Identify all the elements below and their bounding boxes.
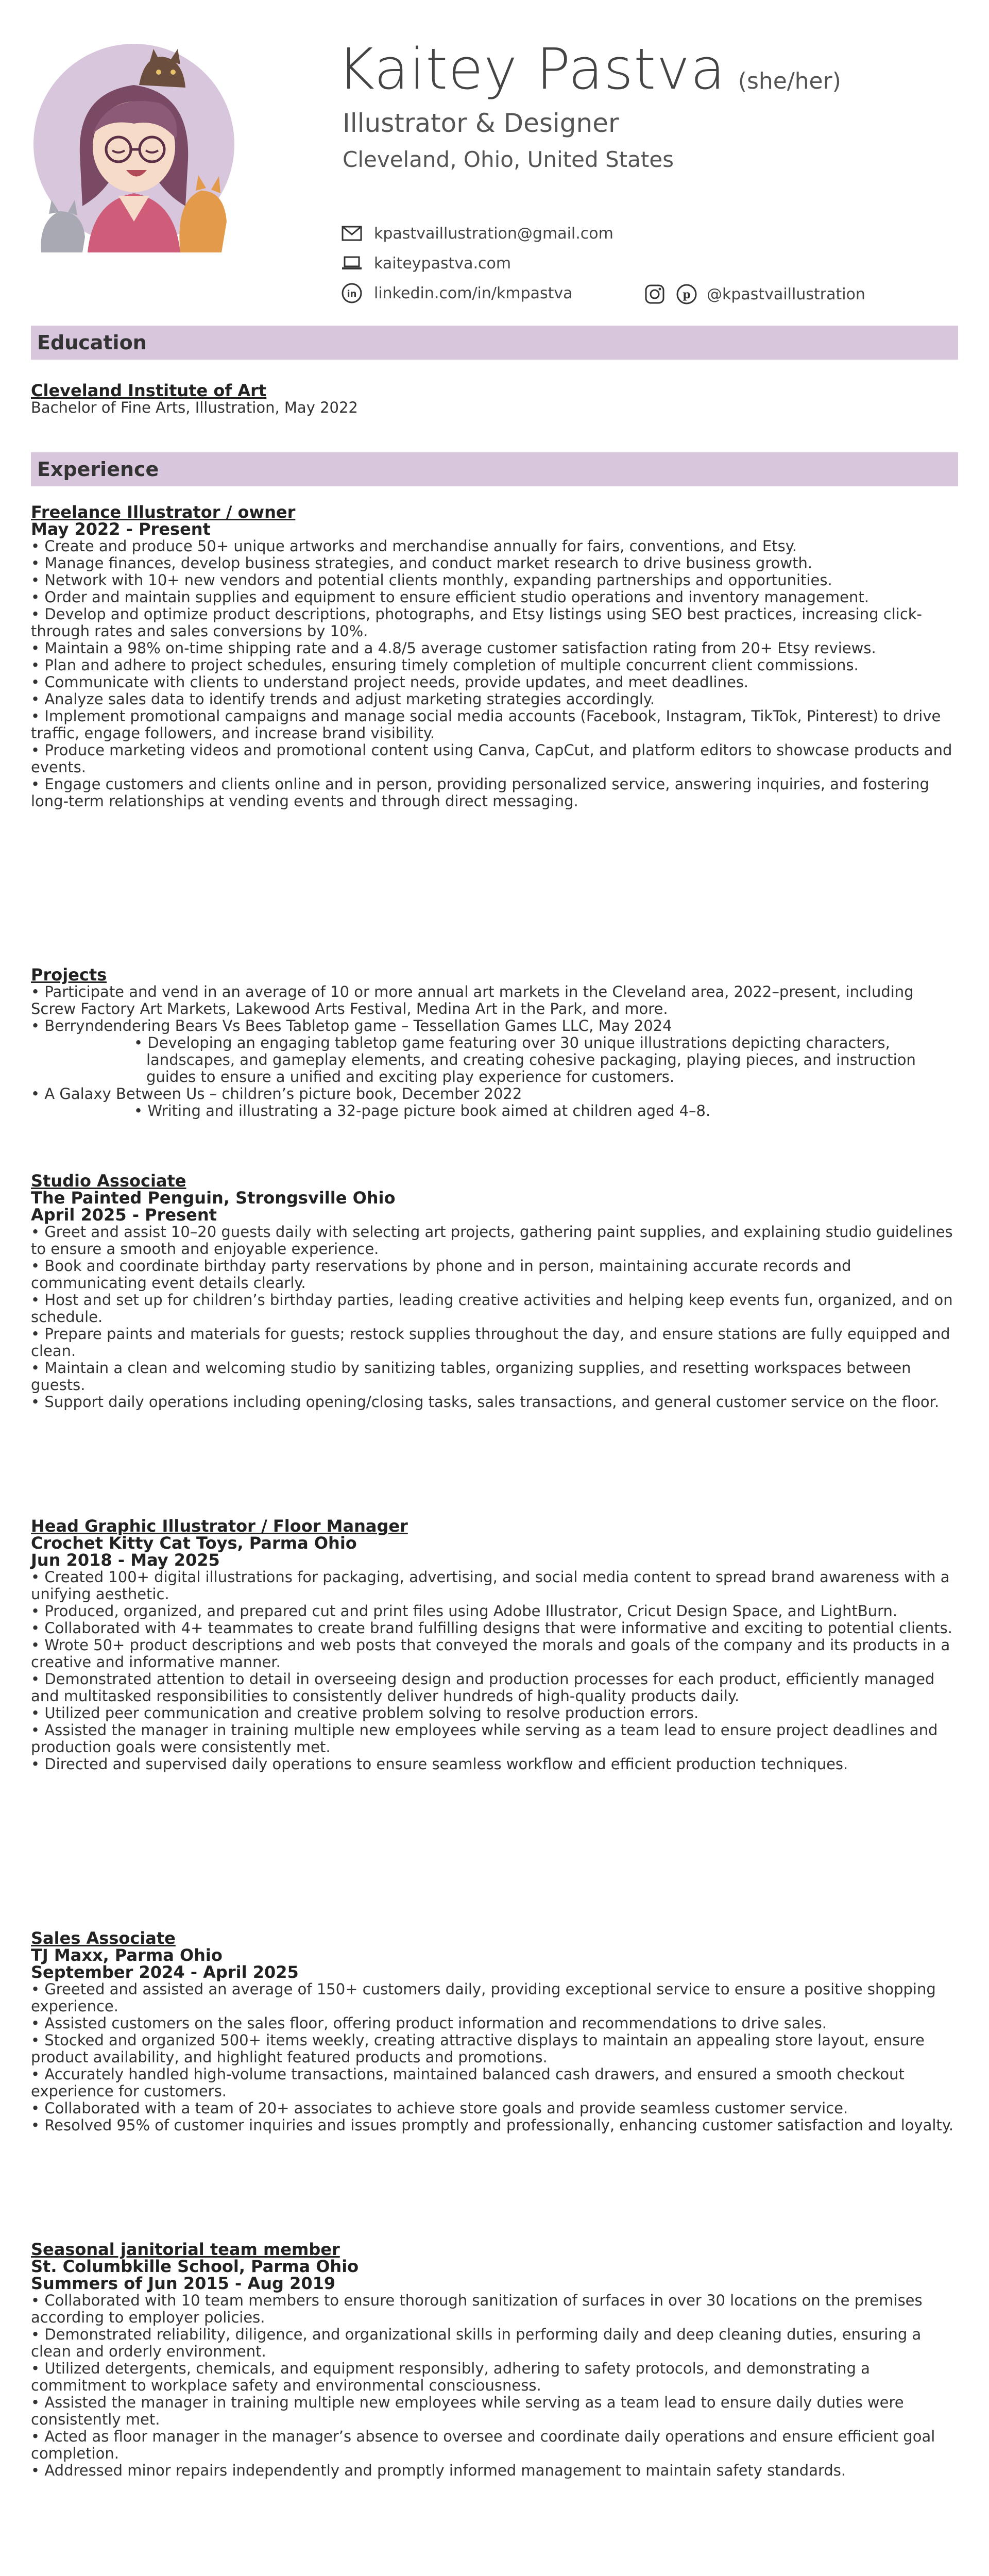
job-bullet: • Wrote 50+ product descriptions and web posts that conveyed the morals and goals of the company and its products in a creative and informative manner. — [31, 1637, 958, 1671]
name-row — [337, 36, 841, 102]
projects-entry — [31, 967, 958, 1120]
pronouns: (she/her) — [738, 68, 841, 94]
job-bullet: • Greeted and assisted an average of 150+ customers daily, providing exceptional service to ensure a positive shopping experience. — [31, 1981, 958, 2015]
job-bullet: • Greet and assist 10–20 guests daily with selecting art projects, gathering paint supplies, and explaining studio guidelines to ensure a smooth and enjoyable experience. — [31, 1224, 958, 1258]
job-studio — [31, 1173, 958, 1411]
instagram-icon — [643, 282, 667, 306]
job-dates: Jun 2018 - May 2025 — [31, 1550, 220, 1570]
website-contact[interactable] — [340, 251, 511, 275]
project-bullet: • Participate and vend in an average of 10 or more annual art markets in the Cleveland area, 2022–present, including Screw Factory Art Markets, Lakewood Arts Festival, Medina Art in the Park, and more. — [31, 984, 958, 1018]
project-bullet: • A Galaxy Between Us – children’s picture book, December 2022 — [31, 1086, 958, 1103]
pinterest-icon — [675, 282, 698, 306]
job-bullet: • Create and produce 50+ unique artworks and merchandise annually for fairs, conventions, and Etsy. — [31, 538, 958, 555]
job-bullet: • Assisted the manager in training multiple new employees while serving as a team lead to ensure daily duties were consistently met. — [31, 2394, 958, 2428]
job-bullet: • Directed and supervised daily operations to ensure seamless workflow and efficient production techniques. — [31, 1756, 958, 1773]
email-contact[interactable] — [340, 222, 613, 245]
school-name[interactable]: Cleveland Institute of Art — [31, 381, 267, 400]
laptop-icon — [340, 251, 364, 275]
job-bullet: • Maintain a clean and welcoming studio by sanitizing tables, organizing supplies, and resetting workspaces between guests. — [31, 1360, 958, 1394]
project-sub-bullet: • Developing an engaging tabletop game featuring over 30 unique illustrations depicting characters, landscapes, and gameplay elements, and creating cohesive packaging, playing pieces, and instruction guides to ensure a unified and exciting play experience for customers. — [134, 1035, 958, 1086]
location: Cleveland, Ohio, United States — [343, 147, 674, 172]
project-sub-bullet: • Writing and illustrating a 32-page picture book aimed at children aged 4–8. — [134, 1103, 958, 1120]
job-bullet: • Collaborated with 10 team members to ensure thorough sanitization of surfaces in over 30 locations on the premises according to employer policies. — [31, 2292, 958, 2326]
social-contact[interactable] — [643, 282, 865, 306]
job-freelance — [31, 504, 958, 810]
job-bullet: • Plan and adhere to project schedules, ensuring timely completion of multiple concurrent client commissions. — [31, 657, 958, 674]
job-bullet: • Acted as floor manager in the manager’s absence to oversee and coordinate daily operations and ensure efficient goal completion. — [31, 2428, 958, 2462]
job-employer: St. Columbkille School, Parma Ohio — [31, 2257, 359, 2276]
job-bullet: • Prepare paints and materials for guests; restock supplies throughout the day, and ensure stations are fully equipped and clean. — [31, 1326, 958, 1360]
job-bullet: • Implement promotional campaigns and manage social media accounts (Facebook, Instagram, TikTok, Pinterest) to drive traffic, engage followers, and increase brand visibility. — [31, 708, 958, 742]
linkedin-icon — [340, 281, 364, 305]
job-bullet: • Demonstrated reliability, diligence, and organizational skills in performing daily and deep cleaning duties, ensuring a clean and orderly environment. — [31, 2326, 958, 2360]
social-handle-text[interactable]: @kpastvaillustration — [707, 285, 865, 303]
job-bullet: • Collaborated with a team of 20+ associates to achieve store goals and provide seamless customer service. — [31, 2100, 958, 2117]
section-education: Education — [31, 326, 958, 360]
job-bullet: • Collaborated with 4+ teammates to create brand fulfilling designs that were informative and exciting to potential clients. — [31, 1620, 958, 1637]
job-bullet: • Demonstrated attention to detail in overseeing design and production processes for each product, efficiently managed and multitasked responsibilities to consistently deliver hundreds of high-quality products daily. — [31, 1671, 958, 1705]
job-janitorial — [31, 2241, 958, 2479]
job-bullet: • Communicate with clients to understand project needs, provide updates, and meet deadlines. — [31, 674, 958, 691]
projects-title: Projects — [31, 965, 107, 985]
job-bullet: • Engage customers and clients online and in person, providing personalized service, answering inquiries, and fostering long-term relationships at vending events and through direct messaging. — [31, 776, 958, 810]
job-bullet: • Book and coordinate birthday party reservations by phone and in person, maintaining accurate records and communicating event details clearly. — [31, 1258, 958, 1292]
section-experience: Experience — [31, 452, 958, 486]
degree: Bachelor of Fine Arts, Illustration, May 2022 — [31, 399, 358, 416]
job-bullet: • Addressed minor repairs independently and promptly informed management to maintain safety standards. — [31, 2462, 958, 2479]
job-bullet: • Produce marketing videos and promotional content using Canva, CapCut, and platform editors to showcase products and events. — [31, 742, 958, 776]
avatar — [31, 36, 237, 252]
job-bullet: • Utilized detergents, chemicals, and equipment responsibly, adhering to safety protocols, and demonstrating a commitment to workplace safety and environmental consciousness. — [31, 2360, 958, 2394]
job-bullet: • Develop and optimize product descriptions, photographs, and Etsy listings using SEO best practices, increasing click-through rates and sales conversions by 10%. — [31, 606, 958, 640]
job-bullet: • Produced, organized, and prepared cut and print files using Adobe Illustrator, Cricut Design Space, and LightBurn. — [31, 1603, 958, 1620]
job-employer: TJ Maxx, Parma Ohio — [31, 1945, 223, 1965]
job-crochet — [31, 1518, 958, 1773]
job-title: Seasonal janitorial team member — [31, 2240, 340, 2259]
svg-text:p: p — [683, 288, 691, 301]
linkedin-contact[interactable] — [340, 281, 573, 305]
job-dates: Summers of Jun 2015 - Aug 2019 — [31, 2274, 336, 2293]
website-text[interactable]: kaiteypastva.com — [374, 254, 511, 273]
job-sales — [31, 1930, 958, 2134]
job-bullet: • Stocked and organized 500+ items weekly, creating attractive displays to maintain an appealing store layout, ensure product availability, and highlight featured products and promotions. — [31, 2032, 958, 2066]
job-dates: September 2024 - April 2025 — [31, 1962, 299, 1982]
education-entry — [31, 382, 958, 416]
job-title: Studio Associate — [31, 1171, 186, 1191]
job-bullet: • Host and set up for children’s birthday parties, leading creative activities and helping keep events fun, organized, and on schedule. — [31, 1292, 958, 1326]
resume-header — [0, 0, 989, 309]
full-name: Kaitey Pastva — [337, 36, 726, 102]
job-bullet: • Assisted customers on the sales floor, offering product information and recommendations to drive sales. — [31, 2015, 958, 2032]
job-bullet: • Network with 10+ new vendors and potential clients monthly, expanding partnerships and opportunities. — [31, 572, 958, 589]
job-employer: The Painted Penguin, Strongsville Ohio — [31, 1188, 396, 1208]
linkedin-text[interactable]: linkedin.com/in/kmpastva — [374, 284, 573, 302]
envelope-icon — [340, 222, 364, 245]
job-bullet: • Resolved 95% of customer inquiries and issues promptly and professionally, enhancing customer satisfaction and loyalty. — [31, 2117, 958, 2134]
job-bullet: • Created 100+ digital illustrations for packaging, advertising, and social media content to spread brand awareness with a unifying aesthetic. — [31, 1569, 958, 1603]
email-text[interactable]: kpastvaillustration@gmail.com — [374, 224, 613, 243]
svg-text:in: in — [347, 289, 357, 299]
job-bullet: • Analyze sales data to identify trends and adjust marketing strategies accordingly. — [31, 691, 958, 708]
job-role: Illustrator & Designer — [343, 108, 619, 138]
job-bullet: • Maintain a 98% on-time shipping rate and a 4.8/5 average customer satisfaction rating from 20+ Etsy reviews. — [31, 640, 958, 657]
job-bullet: • Support daily operations including opening/closing tasks, sales transactions, and general customer service on the floor. — [31, 1394, 958, 1411]
job-dates: May 2022 - Present — [31, 519, 211, 539]
job-bullet: • Utilized peer communication and creative problem solving to resolve production errors. — [31, 1705, 958, 1722]
project-bullet: • Berryndendering Bears Vs Bees Tabletop game – Tessellation Games LLC, May 2024 — [31, 1018, 958, 1035]
job-bullet: • Manage finances, develop business strategies, and conduct market research to drive business growth. — [31, 555, 958, 572]
job-dates: April 2025 - Present — [31, 1205, 217, 1225]
job-title: Freelance Illustrator / owner — [31, 502, 296, 522]
job-title: Head Graphic Illustrator / Floor Manager — [31, 1516, 408, 1536]
job-bullet: • Accurately handled high-volume transactions, maintained balanced cash drawers, and ensured a smooth checkout experience for customers. — [31, 2066, 958, 2100]
job-title: Sales Associate — [31, 1928, 176, 1948]
job-bullet: • Order and maintain supplies and equipment to ensure efficient studio operations and inventory management. — [31, 589, 958, 606]
job-employer: Crochet Kitty Cat Toys, Parma Ohio — [31, 1533, 357, 1553]
job-bullet: • Assisted the manager in training multiple new employees while serving as a team lead to ensure project deadlines and production goals were consistently met. — [31, 1722, 958, 1756]
